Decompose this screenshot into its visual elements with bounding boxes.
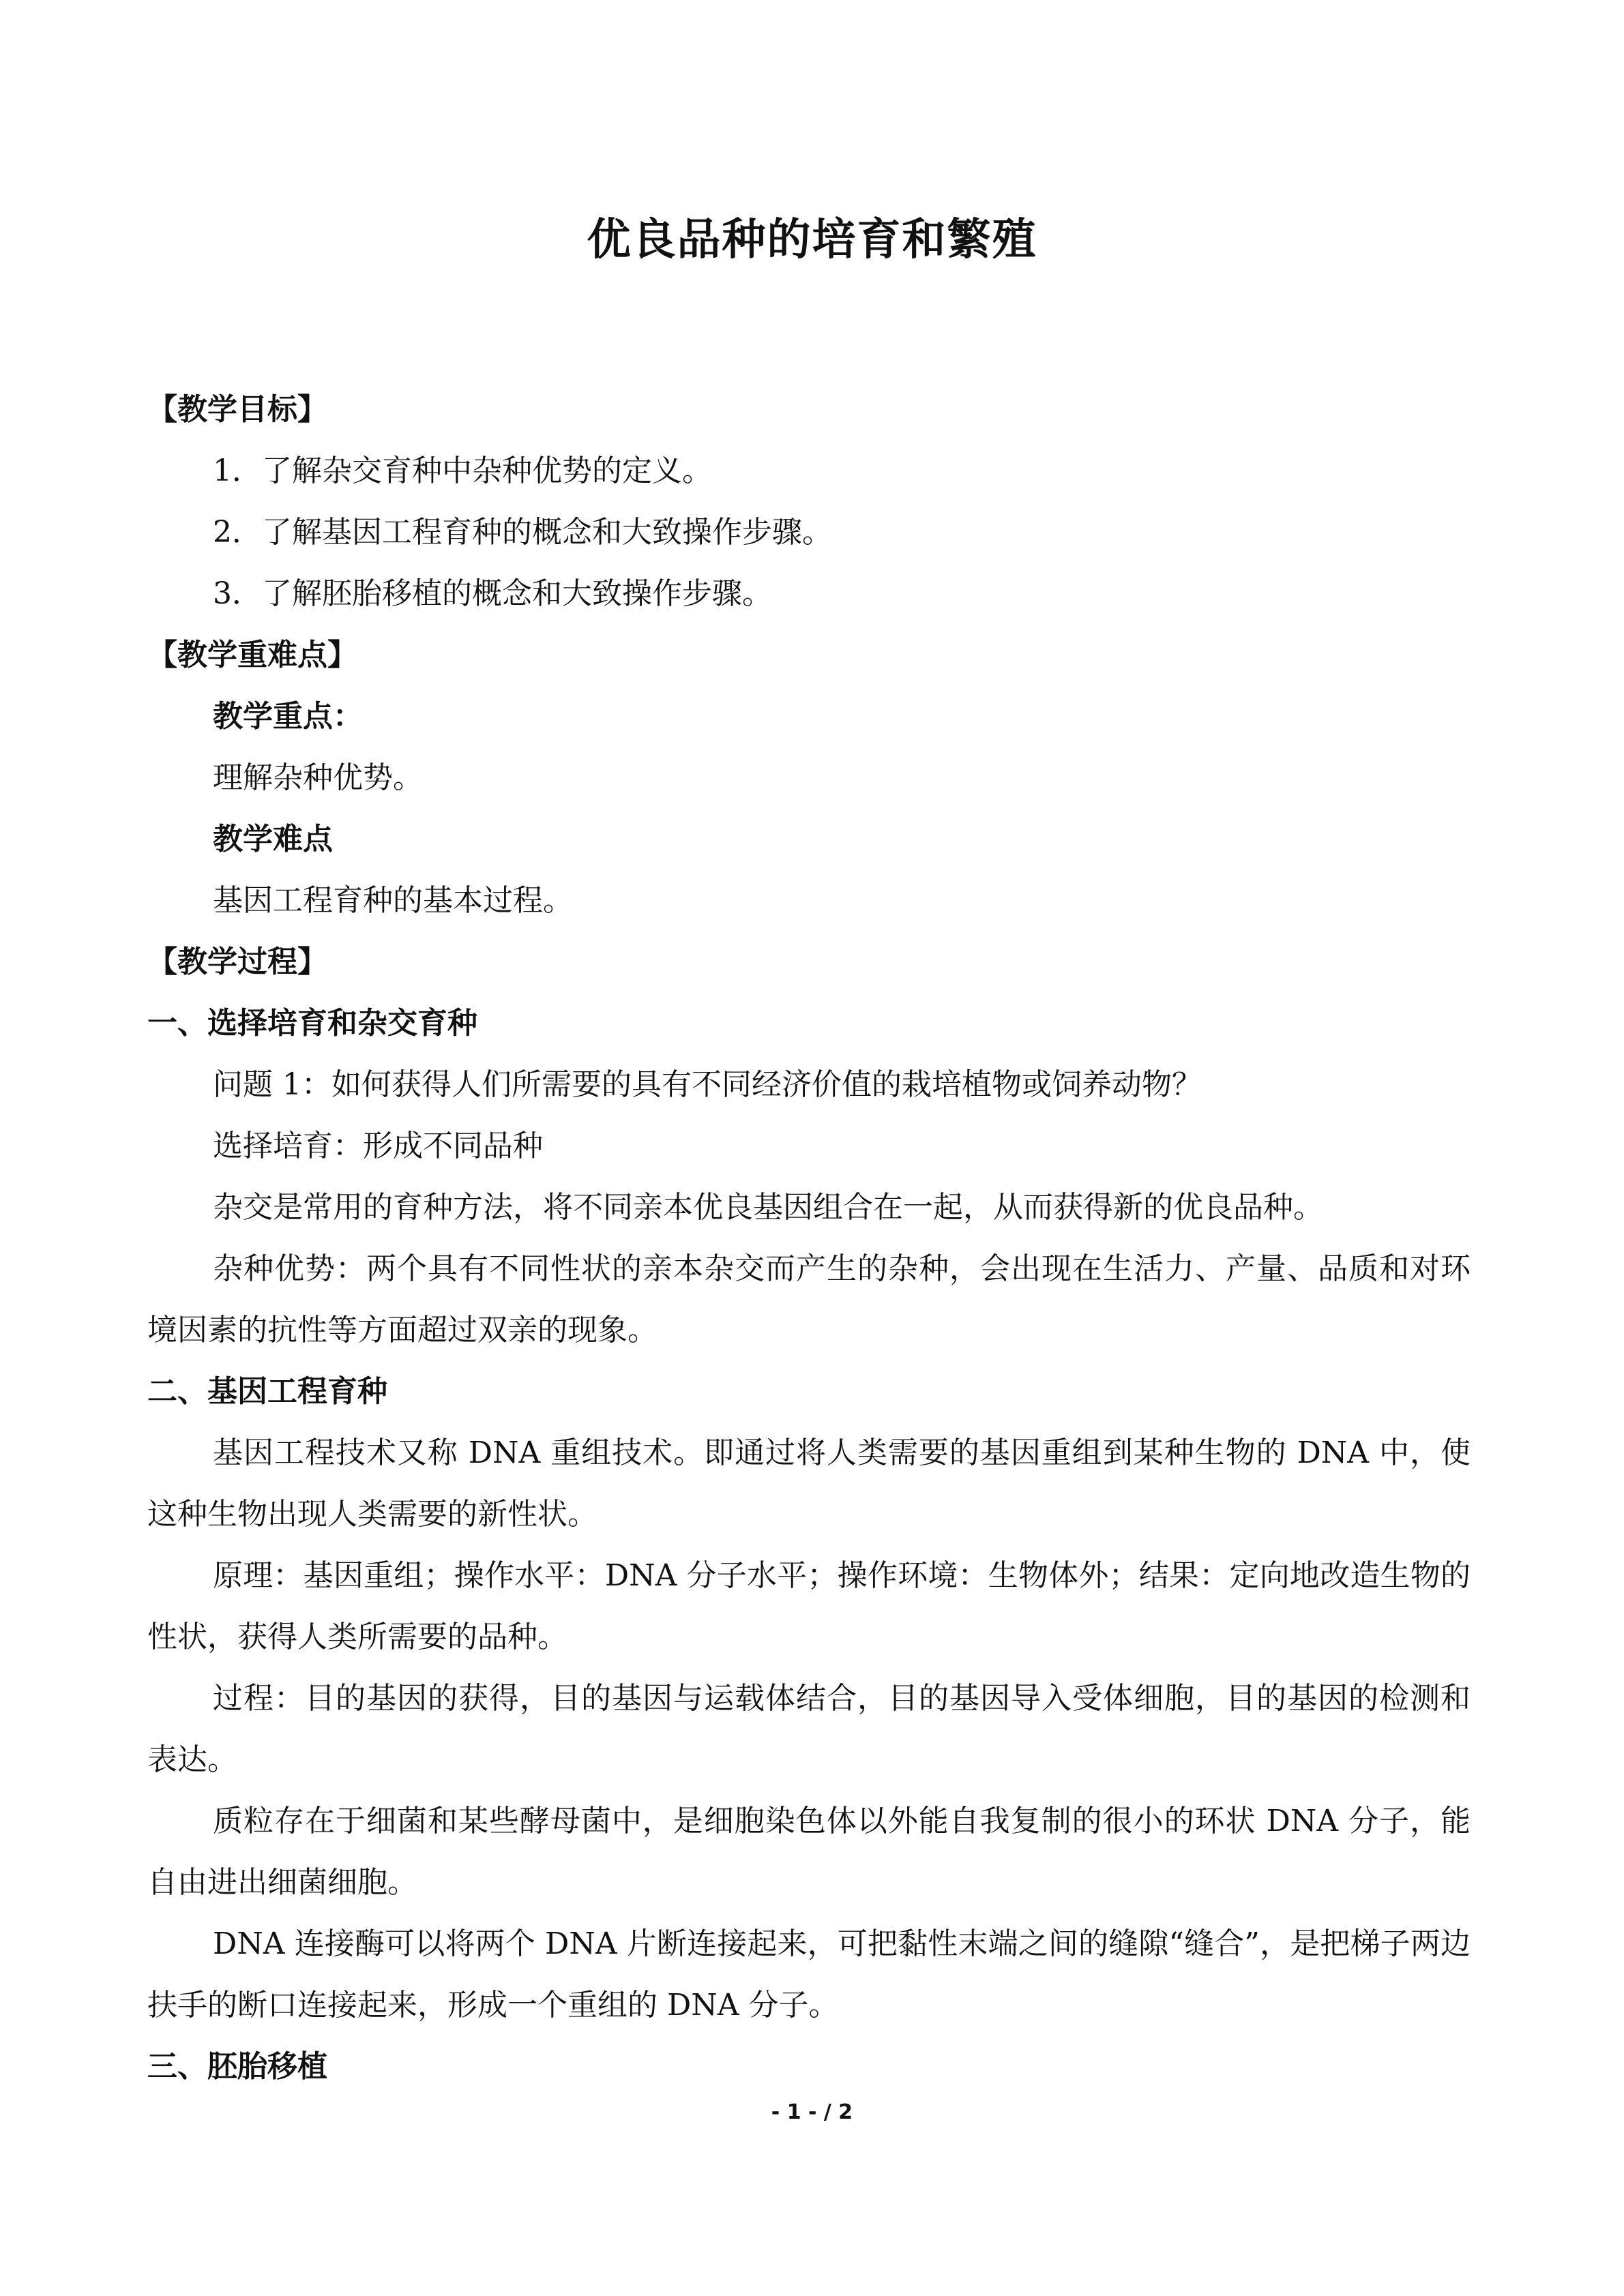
objective-item: 1．了解杂交育种中杂种优势的定义。	[213, 453, 712, 488]
paragraph: 过程：目的基因的获得，目的基因与运载体结合，目的基因导入受体细胞，目的基因的检测和表达。	[147, 1681, 1471, 1777]
objective-item: 2．了解基因工程育种的概念和大致操作步骤。	[213, 515, 832, 550]
process-heading: 【教学过程】	[147, 944, 327, 979]
paragraph: DNA 连接酶可以将两个 DNA 片断连接起来，可把黏性末端之间的缝隙“缝合”，是把梯子两边扶手的断口连接起来，形成一个重组的 DNA 分子。	[147, 1926, 1471, 2023]
difficulty-label: 教学难点	[213, 822, 333, 856]
section-heading-selection-breeding: 一、选择培育和杂交育种	[147, 1006, 477, 1041]
paragraph: 原理：基因重组；操作水平：DNA 分子水平；操作环境：生物体外；结果：定向地改造生物的性状，获得人类所需要的品种。	[147, 1558, 1471, 1654]
paragraph: 杂交是常用的育种方法，将不同亲本优良基因组合在一起，从而获得新的优良品种。	[213, 1190, 1323, 1225]
paragraph: 杂种优势：两个具有不同性状的亲本杂交而产生的杂种，会出现在生活力、产量、品质和对环境因素的抗性等方面超过双亲的现象。	[147, 1251, 1471, 1347]
page-title: 优良品种的培育和繁殖	[587, 215, 1037, 265]
key-point-text: 理解杂种优势。	[213, 760, 423, 795]
section-heading-genetic-engineering: 二、基因工程育种	[147, 1374, 387, 1409]
paragraph: 基因工程技术又称 DNA 重组技术。即通过将人类需要的基因重组到某种生物的 DNA 中，使这种生物出现人类需要的新性状。	[147, 1435, 1471, 1532]
objectives-heading: 【教学目标】	[147, 392, 327, 427]
page-number: - 1 - / 2	[771, 2100, 853, 2124]
document-body	[147, 379, 1471, 2098]
key-points-heading: 【教学重难点】	[147, 638, 357, 672]
paragraph: 质粒存在于细菌和某些酵母菌中，是细胞染色体以外能自我复制的很小的环状 DNA 分子，能自由进出细菌细胞。	[147, 1804, 1471, 1900]
objective-item: 3．了解胚胎移植的概念和大致操作步骤。	[213, 576, 772, 611]
difficulty-text: 基因工程育种的基本过程。	[213, 883, 573, 918]
key-point-label: 教学重点：	[213, 699, 363, 734]
paragraph: 选择培育：形成不同品种	[213, 1129, 543, 1163]
section-heading-embryo-transfer: 三、胚胎移植	[147, 2049, 327, 2084]
paragraph: 问题 1：如何获得人们所需要的具有不同经济价值的栽培植物或饲养动物？	[213, 1067, 1202, 1102]
